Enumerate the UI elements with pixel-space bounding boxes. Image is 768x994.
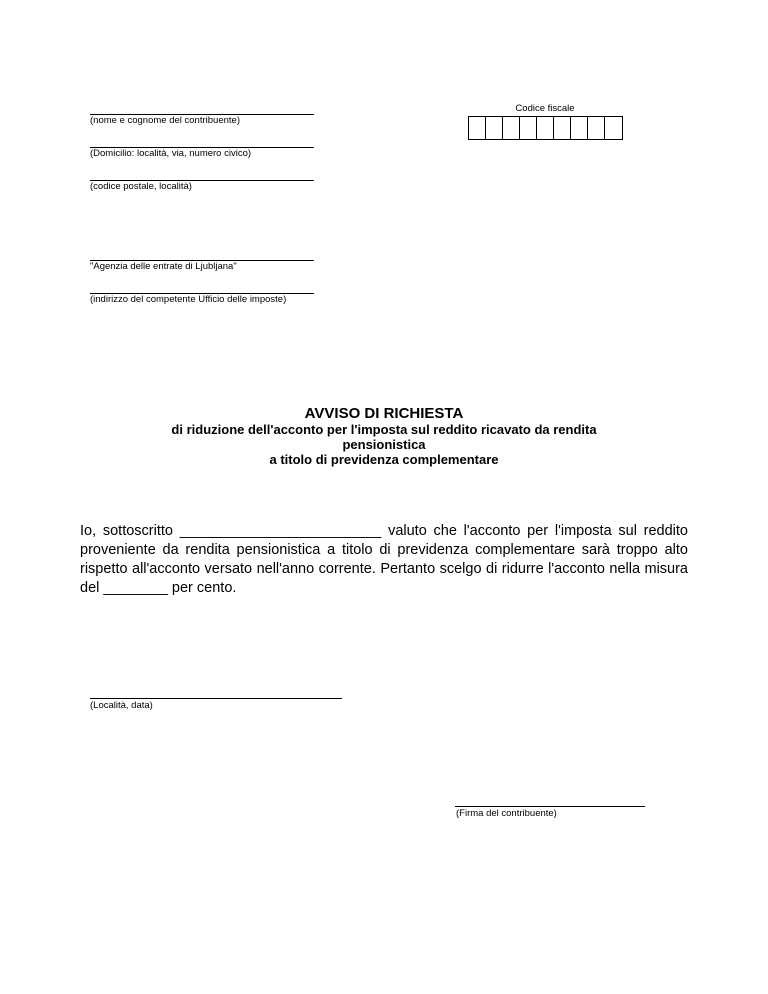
domicile-label: (Domicilio: località, via, numero civico) bbox=[90, 148, 252, 159]
tax-code-box[interactable] bbox=[571, 117, 588, 139]
office-label: (indirizzo del competente Ufficio delle imposte) bbox=[90, 294, 287, 305]
title-line-1: di riduzione dell'acconto per l'imposta sul reddito ricavato da rendita bbox=[171, 422, 597, 437]
place-date-line[interactable] bbox=[90, 698, 342, 699]
title-main: AVVISO DI RICHIESTA bbox=[304, 405, 464, 422]
agency-label: "Agenzia delle entrate di Ljubljana" bbox=[90, 261, 237, 272]
title-line-2: pensionistica bbox=[342, 437, 426, 452]
tax-code-box[interactable] bbox=[486, 117, 503, 139]
place-date-label: (Località, data) bbox=[90, 700, 153, 711]
document-title bbox=[80, 405, 688, 467]
tax-code-box[interactable] bbox=[520, 117, 537, 139]
tax-code-box[interactable] bbox=[605, 117, 622, 139]
tax-code-box[interactable] bbox=[537, 117, 554, 139]
signature-label: (Firma del contribuente) bbox=[456, 808, 557, 819]
taxpayer-name-label: (nome e cognome del contribuente) bbox=[90, 115, 240, 126]
tax-code-box[interactable] bbox=[554, 117, 571, 139]
postal-label: (codice postale, località) bbox=[90, 181, 192, 192]
title-line-3: a titolo di previdenza complementare bbox=[269, 452, 499, 467]
tax-code-box[interactable] bbox=[588, 117, 605, 139]
tax-code-label: Codice fiscale bbox=[515, 103, 575, 114]
declaration-paragraph: Io, sottoscritto _________________________ valuto che l'acconto per l'imposta sul reddito proveniente da rendita pensionistica a titolo di previdenza complementare sarà troppo alto rispetto all'acconto versato nell'anno corrente. Pertanto scelgo di ridurre l'acconto nella misura del ________ per cento. bbox=[80, 523, 688, 596]
signature-line[interactable] bbox=[455, 806, 645, 807]
tax-code-box[interactable] bbox=[503, 117, 520, 139]
tax-code-boxes[interactable] bbox=[468, 116, 623, 140]
tax-code-box[interactable] bbox=[469, 117, 486, 139]
